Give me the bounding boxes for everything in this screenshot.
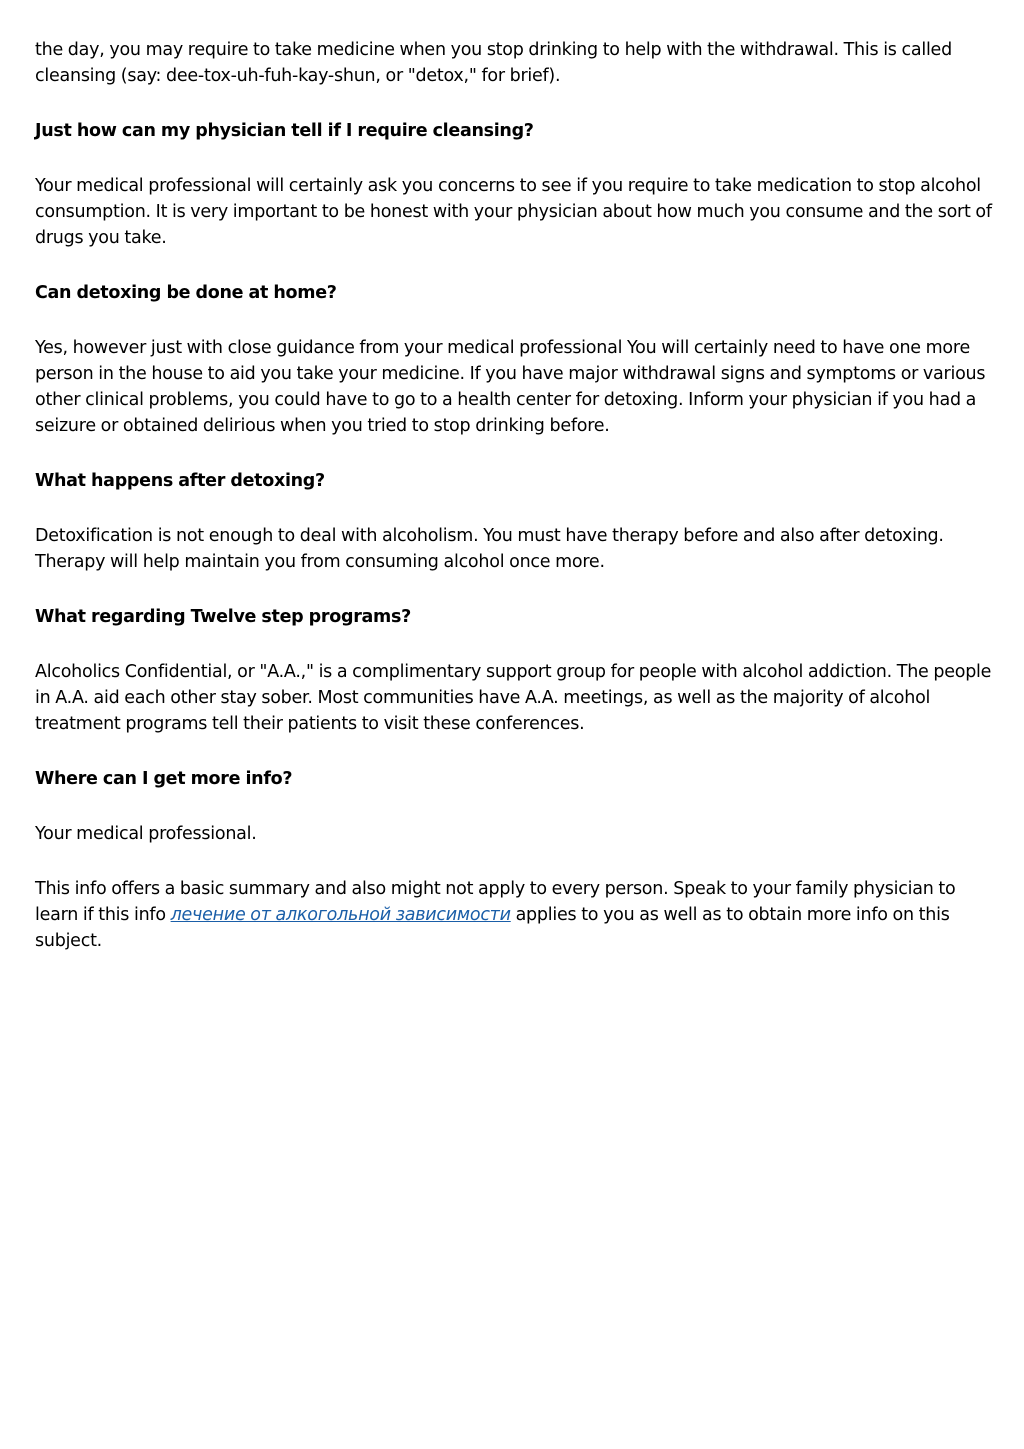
section-heading-twelve-step: What regarding Twelve step programs? (35, 607, 411, 627)
treatment-link[interactable]: лечение от алкогольной зависимости (170, 905, 511, 925)
section-heading-detox-need: Just how can my physician tell if I require cleansing? (35, 121, 534, 141)
closing-text-before-link: This info offers a basic summary and also might not apply to every person. Speak to your family physician to learn if this info (35, 879, 956, 925)
closing-paragraph (35, 876, 995, 954)
section-body-more-info: Your medical professional. (35, 824, 257, 844)
intro-paragraph: the day, you may require to take medicine when you stop drinking to help with the withdrawal. This is called cleansing (say: dee-tox-uh-fuh-kay-shun, or "detox," for brief). (35, 40, 952, 86)
section-heading-after-detox: What happens after detoxing? (35, 471, 325, 491)
section-heading-more-info: Where can I get more info? (35, 769, 293, 789)
closing-text-after-link: applies to you as well as to obtain more info on this subject. (35, 905, 950, 951)
section-body-detox-need: Your medical professional will certainly ask you concerns to see if you require to take medication to stop alcohol consumption. It is very important to be honest with your physician about how much you consume and the sort of drugs you take. (35, 176, 992, 248)
document-page (35, 37, 995, 983)
section-body-home-detox: Yes, however just with close guidance from your medical professional You will certainly need to have one more person in the house to aid you take your medicine. If you have major withdrawal signs and symptoms or various other clinical problems, you could have to go to a health center for detoxing. Inform your physician if you had a seizure or obtained delirious when you tried to stop drinking before. (35, 338, 986, 436)
section-body-twelve-step: Alcoholics Confidential, or "A.A.," is a complimentary support group for people with alcohol addiction. The people in A.A. aid each other stay sober. Most communities have A.A. meetings, as well as the majority of alcohol treatment programs tell their patients to visit these conferences. (35, 662, 992, 734)
section-heading-home-detox: Can detoxing be done at home? (35, 283, 337, 303)
section-body-after-detox: Detoxification is not enough to deal with alcoholism. You must have therapy before and also after detoxing. Therapy will help maintain you from consuming alcohol once more. (35, 526, 944, 572)
